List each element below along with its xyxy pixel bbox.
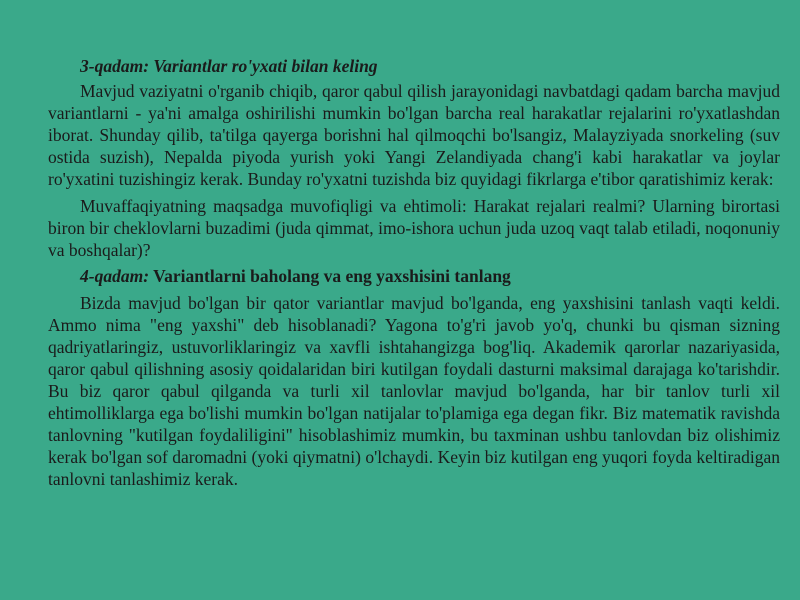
step-3-title: Variantlar ro'yxati bilan keling <box>153 56 378 76</box>
step-3-label: 3-qadam: <box>80 56 150 76</box>
step-3-paragraph-1: Mavjud vaziyatni o'rganib chiqib, qaror qabul qilish jarayonidagi navbatdagi qadam barcha mavjud variantlarni - ya'ni amalga oshirilishi mumkin bo'lgan barcha real harakatlar rejalarini ro'yxatlashdan iborat. Shunday qilib, ta'tilga qayerga borishni hal qilmoqchi bo'lsangiz, Malayziyada snorkeling (suv ostida suzish), Nepalda piyoda yurish yoki Yangi Zelandiyada chang'i kabi harakatlar va joylar ro'yxatini tuzishingiz kerak. Bunday ro'yxatni tuzishda biz quyidagi fikrlarga e'tibor qaratishimiz kerak: <box>48 81 780 189</box>
step-4-paragraph-1: Bizda mavjud bo'lgan bir qator variantlar mavjud bo'lganda, eng yaxshisini tanlash vaqti keldi. Ammo nima "eng yaxshi" deb hisoblanadi? Yagona to'g'ri javob yo'q, chunki bu qisman sizning qadriyatlaringiz, ustuvorliklaringiz va xavfli ishtahangizga bog'liq. Akademik qarorlar nazariyasida, qaror qabul qilishning asosiy qoidalaridan biri kutilgan foydali dasturni maksimal darajaga ko'tarishdir. Bu biz qaror qabul qilganda va turli xil tanlovlar mavjud bo'lganda, har bir tanlov turli xil ehtimolliklarga ega bo'lishi mumkin bo'lgan natijalar to'plamiga ega degan fikr. Biz matematik ravishda tanlovning "kutilgan foydaliligini" hisoblashimiz mumkin, bu taxminan ushbu tanlovdan biz olishimiz kerak bo'lgan sof daromadni (yoki qiymatni) o'lchaydi. Keyin biz kutilgan eng yuqori foyda keltiradigan tanlovni tanlashimiz kerak. <box>48 293 780 489</box>
step-4-heading <box>48 265 780 287</box>
step-3-heading <box>48 55 780 77</box>
step-4-label: 4-qadam: <box>80 266 150 286</box>
step-3-paragraph-2: Muvaffaqiyatning maqsadga muvofiqligi va ehtimoli: Harakat rejalari realmi? Ularning birortasi biron bir cheklovlarni buzadimi (juda qimmat, imo-ishora uchun juda uzoq vaqt talab etiladi, noqonuniy va boshqalar)? <box>48 196 780 260</box>
step-4-title: Variantlarni baholang va eng yaxshisini tanlang <box>153 266 511 286</box>
